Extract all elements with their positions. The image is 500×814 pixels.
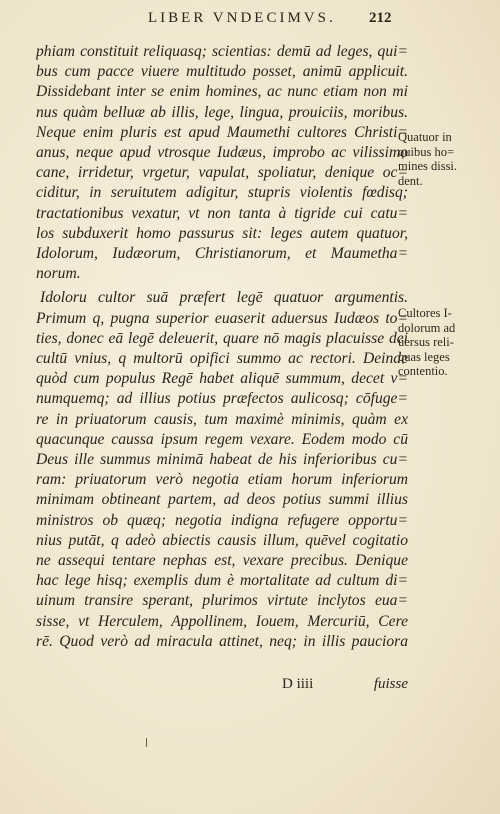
marginal-note-line: Quatuor in [398,130,452,144]
text-line: anus, neque apud vtrosque Iudæus, improbo ac vilissimo [36,144,408,162]
text-line: phiam constituit reliquasq; scientias: demū ad leges, qui= [36,43,408,60]
marginal-note-line: quibus ho= [398,144,455,159]
text-line: Neque enim pluris est apud Maumethi cultores Christi= [36,123,408,141]
marginal-note-line: dent. [398,173,423,188]
text-line: numquemq; ad illius potius præfectos aulicosq; cōfuge= [36,390,408,408]
text-line: quacunque caussa ipsum regem vexare. Eodem modo cū [36,430,408,448]
text-line: cultū vnius, q multorū opifici summo ac rectori. Deinde [36,350,408,368]
marginal-note-line: contentio. [398,364,448,378]
text-line: minimam obtineant partem, ad deos potius summi illius [36,491,408,509]
text-line: cane, irridetur, vrgetur, vapulat, spoliatur, denique oc= [36,164,408,182]
catchword: fuisse [373,676,408,692]
text-line: ne assequi tentare nephas est, vexare precibus. Denique [36,552,408,570]
text-line: nus quàm belluæ ab illis, lege, lingua, prouiciis, moribus. [36,103,408,121]
text-line: Primum q, pugna superior euaserit aduersus Iudæos to= [36,309,408,327]
marginal-note-line: quas leges [398,349,450,364]
marginal-note-line: dolorum ad [398,320,456,335]
text-line: tractationibus vexatur, vt non tanta à tigride cui catu= [36,204,408,222]
marginal-note-line: uersus reli- [398,335,454,349]
text-line: ties, donec eā legē deleuerit, quare nō magis placuisse dei [36,329,408,347]
text-line: norum. [36,265,81,283]
text-line: ciditur, in seruitutem adigitur, stupris violentis fœdisq; [36,184,408,202]
text-line: Deus ille summus minimā habeat de his inferioribus cu= [36,451,408,469]
text-line: Dissidebant inter se enim homines, ac nunc etiam non mi [36,83,408,101]
text-line: sisse, vt Herculem, Appollinem, Iouem, Mercuriū, Cere [36,612,408,630]
text-line: nius putāt, q adeò abiectis causis illum, quēvel cogitatio [36,531,408,549]
text-line: hac lege hisq; exemplis dum è mortalitate ad cultum di= [36,572,408,590]
text-line: Idolorum, Iudæorum, Christianorum, et Maumetha= [36,245,408,263]
marginal-note-line: mines dissi. [398,159,458,173]
text-line: re in priuatorum causis, tum maximè minimis, quàm ex [36,410,408,428]
marginal-note-line: Cultores I- [398,306,452,320]
text-line: los subduxerit homo passurus sit: leges autem quatuor, [36,224,408,242]
signature-mark: D iiii [282,676,314,692]
marginal-note [398,130,478,188]
text-line: bus cum pacce viuere multitudo posset, animū applicuit. [36,63,408,81]
text-line: ram: priuatorum verò negotia etiam horum inferiorum [36,471,408,489]
main-text-block [36,42,408,652]
ink-mark [146,738,147,747]
page-number: 212 [369,10,392,26]
text-line: quòd cum populus Regē habet aliquē summum, decet v= [36,370,408,388]
text-line: Idoloru cultor suā præfert legē quatuor argumentis. [40,289,408,307]
marginal-note [398,306,478,379]
running-title: LIBER VNDECIMVS. [148,10,336,26]
text-line: uinum transire sperant, plurimos virtute inclytos eua= [36,592,408,610]
text-line: ministros ob quæq; negotia indigna refugere opportu= [36,511,408,529]
text-line: rē. Quod verò ad miracula attinet, neq; in illis pauciora [36,632,408,650]
